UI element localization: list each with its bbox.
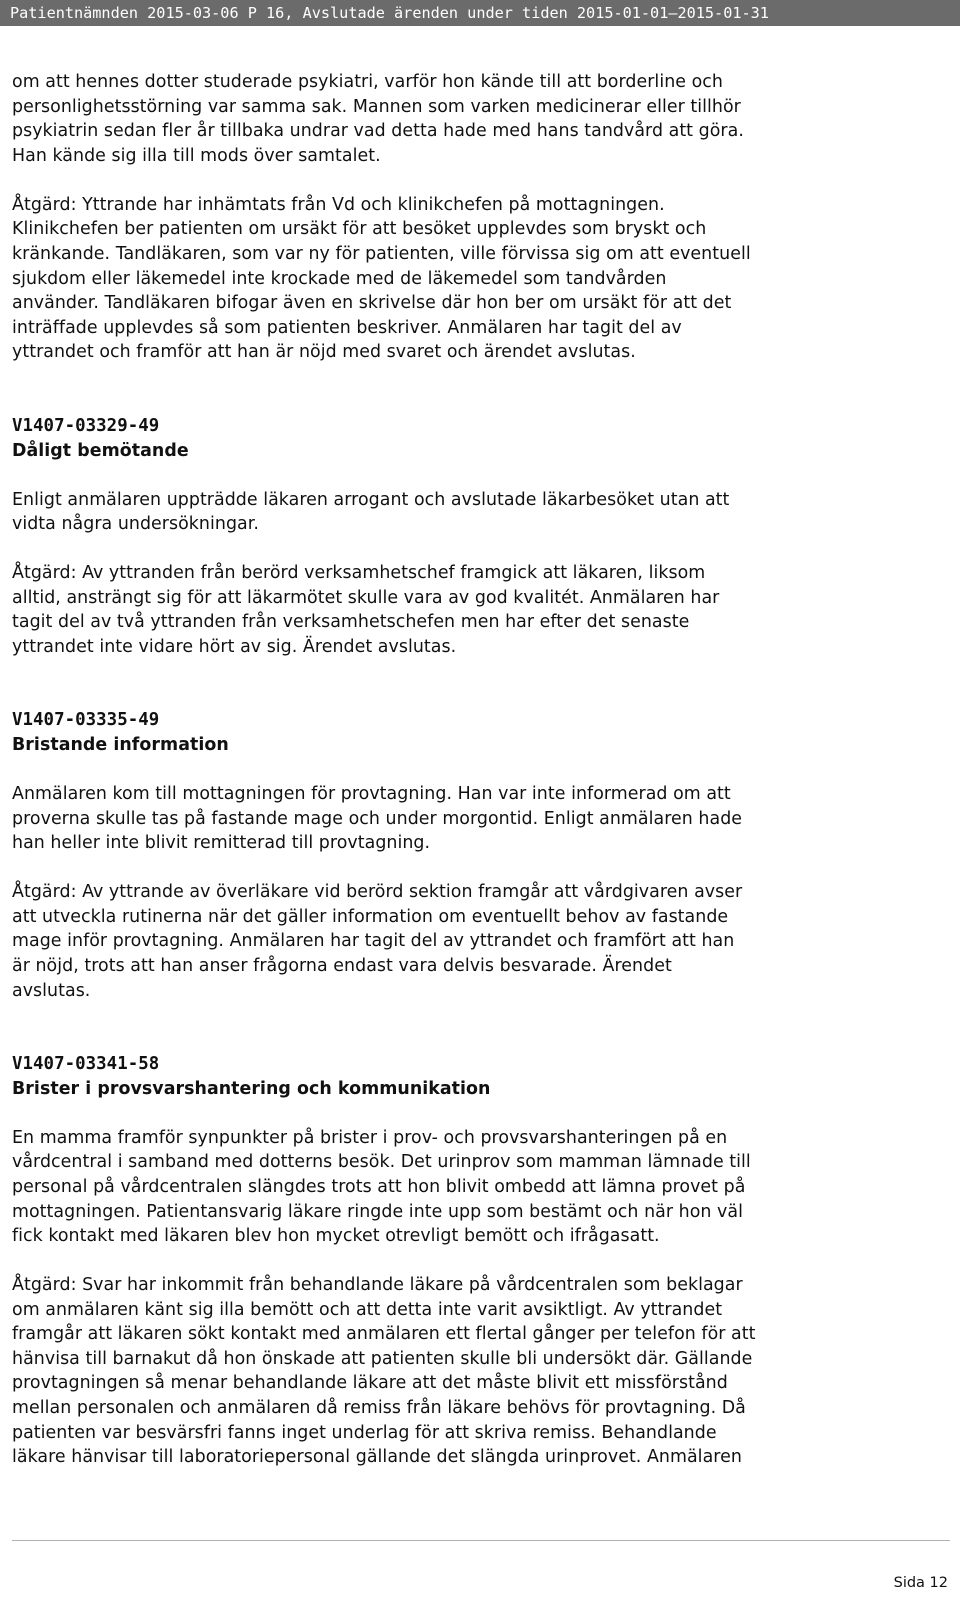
text-line: framgår att läkaren sökt kontakt med anmälaren ett flertal gånger per telefon för att [12, 1324, 756, 1345]
footer-divider [12, 1540, 950, 1541]
page-header [0, 0, 960, 26]
case-paragraph [12, 1273, 892, 1470]
document-body [12, 70, 892, 1494]
case-section [12, 1052, 892, 1470]
text-line: Anmälaren kom till mottagningen för provtagning. Han var inte informerad om att [12, 784, 731, 805]
text-line: Klinikchefen ber patienten om ursäkt för att besöket upplevdes som bryskt och [12, 219, 707, 240]
text-line: inträffade upplevdes så som patienten beskriver. Anmälaren har tagit del av [12, 317, 682, 338]
text-line: avslutas. [12, 980, 91, 1001]
text-line: Enligt anmälaren uppträdde läkaren arrogant och avslutade läkarbesöket utan att [12, 489, 730, 510]
text-line: Åtgärd: Av yttranden från berörd verksamhetschef framgick att läkaren, liksom [12, 563, 706, 584]
text-line: är nöjd, trots att han anser frågorna endast vara delvis besvarade. Ärendet [12, 955, 672, 976]
case-id: V1407-03329-49 [12, 415, 160, 436]
intro-paragraph-1 [12, 70, 892, 168]
case-title: Dåligt bemötande [12, 440, 189, 461]
text-line: vårdcentral i samband med dotterns besök. Det urinprov som mamman lämnade till [12, 1152, 751, 1173]
case-paragraph [12, 488, 892, 537]
case-paragraph [12, 1126, 892, 1249]
case-section [12, 414, 892, 660]
case-paragraph [12, 782, 892, 856]
text-line: läkare hänvisar till laboratoriepersonal gällande det slängda urinprovet. Anmälaren [12, 1447, 742, 1468]
intro-paragraph-2 [12, 193, 892, 365]
text-line: Åtgärd: Yttrande har inhämtats från Vd och klinikchefen på mottagningen. [12, 194, 665, 215]
text-line: fick kontakt med läkaren blev hon mycket otrevligt bemött och ifrågasatt. [12, 1226, 660, 1247]
text-line: kränkande. Tandläkaren, som var ny för patienten, ville förvissa sig om att eventuell [12, 243, 751, 264]
text-line: psykiatrin sedan fler år tillbaka undrar vad detta hade med hans tandvård att göra. [12, 121, 744, 142]
text-line: personal på vårdcentralen slängdes trots att hon blivit ombedd att lämna provet på [12, 1176, 746, 1197]
text-line: han heller inte blivit remitterad till provtagning. [12, 833, 431, 854]
text-line: mellan personalen och anmälaren då remiss från läkare behövs för provtagning. Då [12, 1398, 746, 1419]
text-line: Han kände sig illa till mods över samtalet. [12, 145, 381, 166]
text-line: sjukdom eller läkemedel inte krockade med de läkemedel som tandvården [12, 268, 667, 289]
text-line: mage inför provtagning. Anmälaren har tagit del av yttrandet och framfört att han [12, 931, 735, 952]
case-title: Brister i provsvarshantering och kommunikation [12, 1078, 491, 1099]
text-line: vidta några undersökningar. [12, 514, 259, 535]
case-paragraph [12, 880, 892, 1003]
case-title: Bristande information [12, 735, 229, 756]
text-line: patienten var besvärsfri fanns inget underlag för att skriva remiss. Behandlande [12, 1422, 717, 1443]
text-line: En mamma framför synpunkter på brister i prov- och provsvarshanteringen på en [12, 1127, 728, 1148]
text-line: använder. Tandläkaren bifogar även en skrivelse där hon ber om ursäkt för att det [12, 293, 732, 314]
text-line: Åtgärd: Av yttrande av överläkare vid berörd sektion framgår att vårdgivaren avser [12, 882, 743, 903]
text-line: alltid, ansträngt sig för att läkarmötet skulle vara av god kvalitét. Anmälaren har [12, 587, 720, 608]
header-title: Patientnämnden 2015-03-06 P 16, Avslutade ärenden under tiden 2015-01-01—2015-01-31 [10, 4, 769, 22]
text-line: yttrandet inte vidare hört av sig. Ärendet avslutas. [12, 636, 457, 657]
text-line: om anmälaren känt sig illa bemött och att detta inte varit avsiktligt. Av yttrandet [12, 1299, 723, 1320]
text-line: Åtgärd: Svar har inkommit från behandlande läkare på vårdcentralen som beklagar [12, 1275, 743, 1296]
case-paragraph [12, 561, 892, 659]
text-line: tagit del av två yttranden från verksamhetschefen men har efter det senaste [12, 612, 690, 633]
text-line: mottagningen. Patientansvarig läkare ringde inte upp som bestämt och när hon väl [12, 1201, 743, 1222]
case-id: V1407-03335-49 [12, 710, 160, 731]
case-id: V1407-03341-58 [12, 1054, 160, 1075]
page-number: Sida 12 [893, 1575, 948, 1591]
text-line: personlighetsstörning var samma sak. Mannen som varken medicinerar eller tillhör [12, 96, 741, 117]
text-line: hänvisa till barnakut då hon önskade att patienten skulle bli undersökt där. Gällande [12, 1348, 753, 1369]
text-line: om att hennes dotter studerade psykiatri, varför hon kände till att borderline och [12, 72, 723, 92]
text-line: yttrandet och framför att han är nöjd med svaret och ärendet avslutas. [12, 342, 636, 363]
text-line: proverna skulle tas på fastande mage och under morgontid. Enligt anmälaren hade [12, 808, 743, 829]
text-line: att utveckla rutinerna när det gäller information om eventuellt behov av fastande [12, 906, 729, 927]
text-line: provtagningen så menar behandlande läkare att det måste blivit ett missförstånd [12, 1373, 728, 1394]
case-section [12, 708, 892, 1003]
